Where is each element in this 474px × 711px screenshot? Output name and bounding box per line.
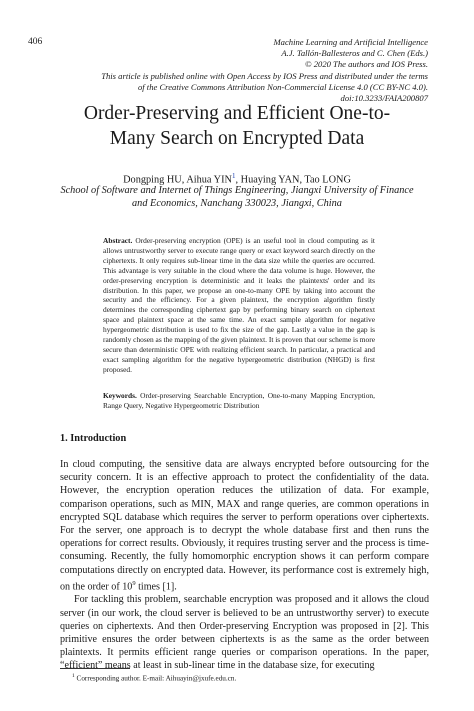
page-number: 406 — [28, 37, 43, 47]
header-license-1: This article is published online with Open Access by IOS Press and distributed under the terms — [101, 70, 428, 81]
paragraph-1 — [60, 458, 429, 593]
paragraph-1-text: In cloud computing, the sensitive data are always encrypted before outsourcing for the security concern. It is an effective approach to protect the confidentiality of the data. However, the encryption operation reduces the utilization of data. For example, comparison operations, such as MIN, MAX and range queries, are common operations in encrypted SQL database which requires the server to perform operations over ciphertexts. For the server, one approach is to decrypt the whole database first and then runs the operations for correct results. Obviously, it requires trusting server and the process is time-consuming. Recently, the fully homomorphic encryption shows it can perform compare computations directly on encrypted data. However, its performance cost is extremely high, on the order of 10 — [60, 459, 429, 593]
footnote — [72, 673, 236, 682]
paragraph-1-exponent: 9 — [132, 579, 136, 587]
keywords-label: Keywords. — [103, 391, 137, 400]
abstract — [103, 236, 375, 375]
footnote-text: Corresponding author. E-mail: Aihuayin@jxufe.edu.cn. — [74, 674, 237, 683]
title-line-2: Many Search on Encrypted Data — [109, 128, 365, 149]
paper-title — [40, 101, 434, 151]
affiliation — [32, 184, 442, 210]
header-doi: doi:10.3233/FAIA200807 — [340, 93, 428, 104]
header-copyright: © 2020 The authors and IOS Press. — [305, 59, 428, 70]
keywords-text: Order-preserving Searchable Encryption, One-to-many Mapping Encryption, Range Query, Negative Hypergeometric Distribution — [103, 391, 375, 410]
abstract-label: Abstract. — [103, 236, 133, 245]
affiliation-line-2: and Economics, Nanchang 330023, Jiangxi, China — [132, 198, 342, 209]
keywords — [103, 391, 375, 411]
affiliation-line-1: School of Software and Internet of Things Engineering, Jiangxi University of Finance — [60, 185, 414, 196]
section-heading: 1. Introduction — [60, 433, 127, 444]
authors-before: Dongping HU, Aihua YIN — [123, 174, 232, 186]
running-header — [68, 37, 428, 104]
title-line-1: Order-Preserving and Efficient One-to- — [83, 103, 391, 124]
header-editors: A.J. Tallón-Ballesteros and C. Chen (Eds.) — [281, 48, 428, 59]
header-license-2: of the Creative Commons Attribution Non-Commercial License 4.0 (CC BY-NC 4.0). — [137, 81, 428, 92]
body-text — [60, 458, 429, 673]
abstract-text: Order-preserving encryption (OPE) is an useful tool in cloud computing as it allows untrustworthy server to execute range query or exact keyword search directly on the ciphertexts. It only requires sub-linear time in the data size while the queries are occurred. This advantage is very suitable in the cloud where the data volume is huge. However, the order-preserving encryption is deterministic and it leaks the plaintexts' order and its distribution. In this paper, we propose an one-to-many OPE by taking into account the security and the efficiency. For a given plaintext, the encryption algorithm firstly determines the corresponding ciphertext gap by performing binary search on ciphertext space and plaintext space at the same time. An exact sample algorithm for negative hypergeometric distribution is used to fix the size of the gap. Lastly a value in the gap is randomly chosen as the mapping of the given plaintext. It is proven that our scheme is more secure than deterministic OPE with realizing efficient search. In particular, a practical and exact sampling algorithm for the negative hypergeometric distribution (NHGD) is first proposed. — [103, 236, 375, 374]
paragraph-1-tail: times [1]. — [135, 581, 177, 593]
author-footnote-mark[interactable]: 1 — [231, 172, 236, 180]
footnote-divider — [60, 668, 130, 669]
authors-after: , Huaying YAN, Tao LONG — [235, 174, 351, 186]
header-journal: Machine Learning and Artificial Intelligence — [273, 37, 428, 47]
paragraph-2: For tackling this problem, searchable encryption was proposed and it allows the cloud server (in our work, the cloud server is believed to be an untrustworthy server) to execute queries on ciphertexts. And then Order-preserving Encryption was proposed in [2]. This primitive ensures the order between ciphertexts is as the same as the order between plaintexts. It permits efficient range queries or comparison operations. In the paper, “efficient” means at least in sub-linear time in the database size, for executing — [60, 594, 429, 672]
footnote-mark: 1 — [72, 673, 75, 679]
